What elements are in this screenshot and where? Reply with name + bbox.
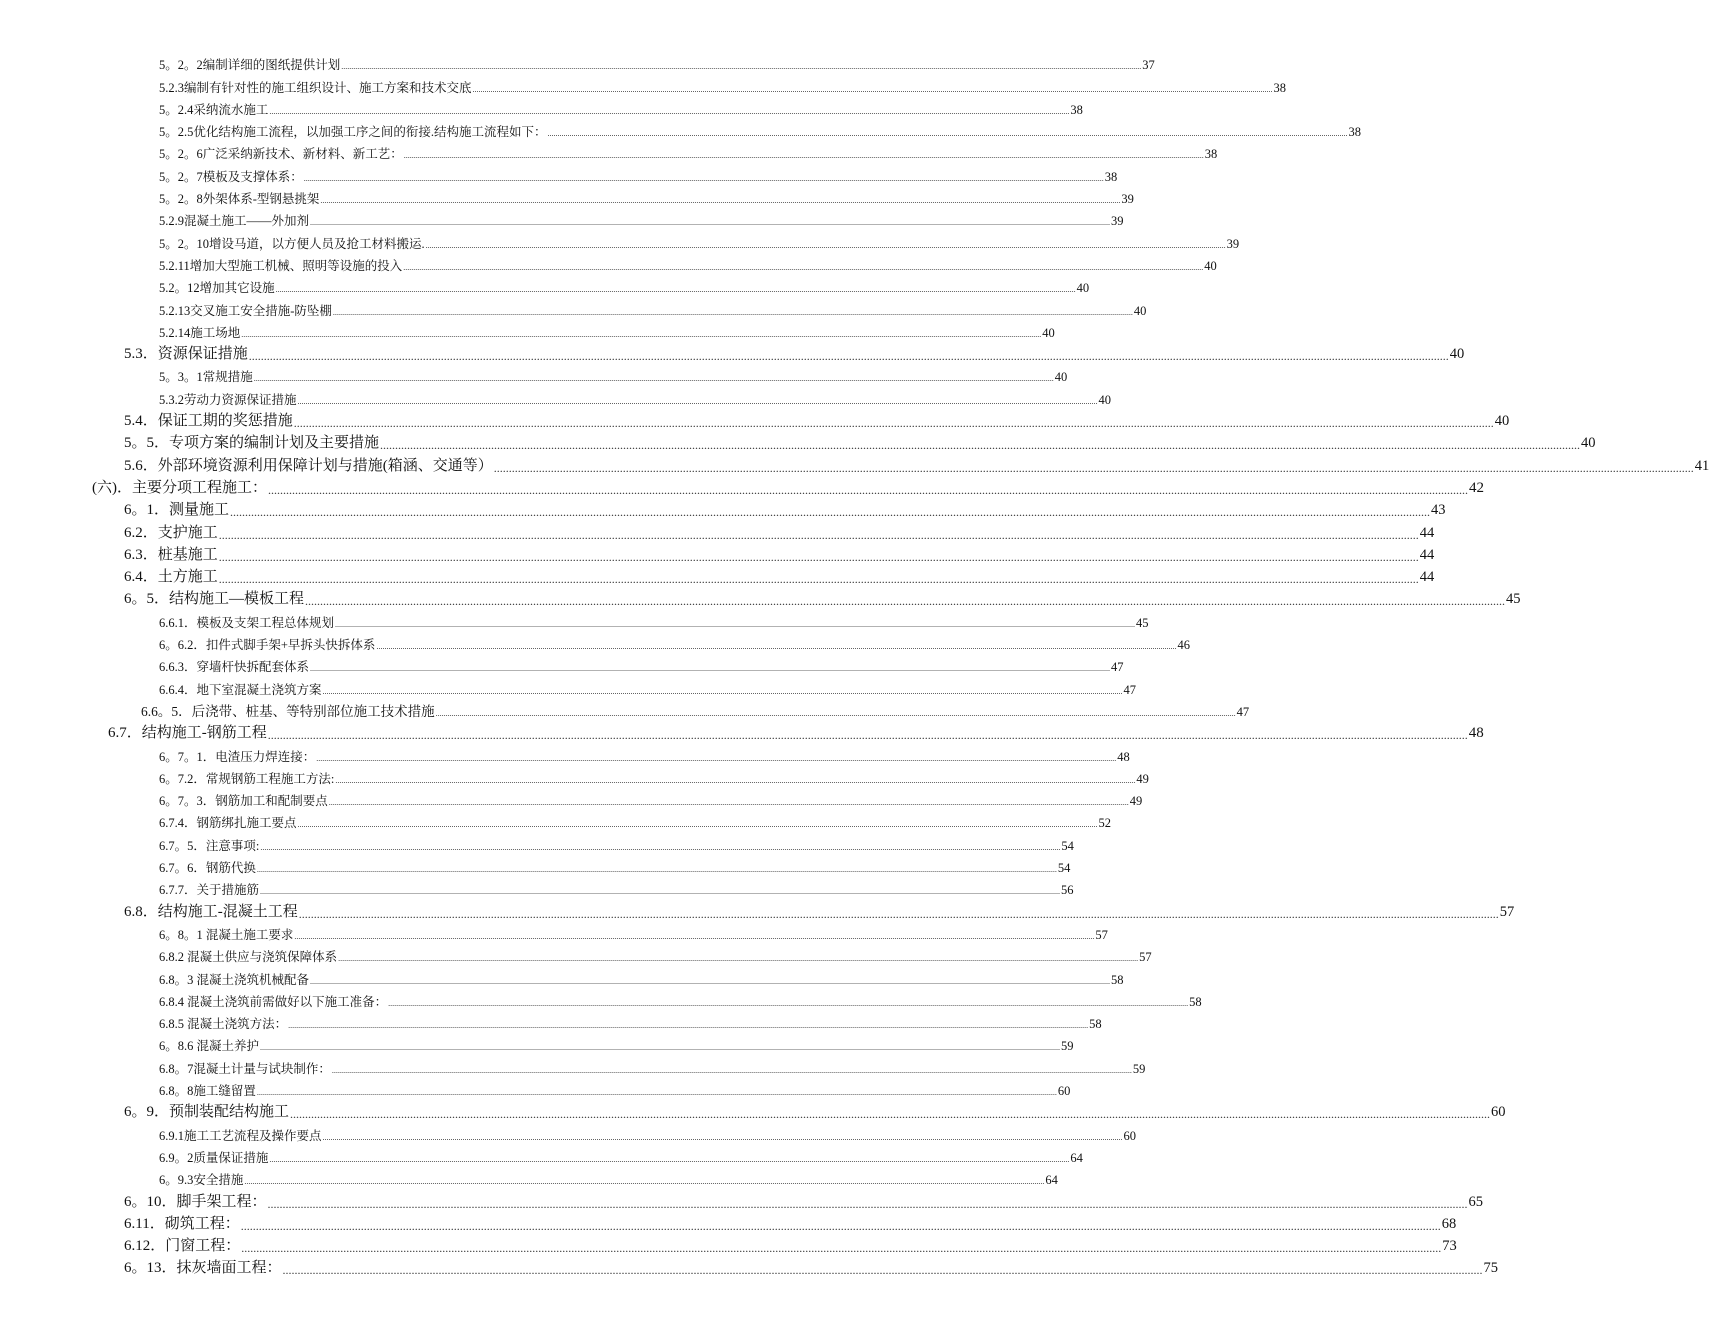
toc-entry[interactable] [159, 207, 1124, 229]
toc-entry-title: 6.6.1．模板及支架工程总体规划 [159, 615, 335, 630]
toc-entry[interactable] [141, 698, 1250, 720]
toc-entry-title: 5。2。8外架体系-型钢悬挑架 [159, 192, 320, 207]
toc-entry-page-number: 39 [1226, 236, 1240, 251]
toc-entry-title: 6.8．结构施工-混凝土工程 [124, 903, 298, 920]
toc-entry-page-number: 47 [1111, 660, 1124, 675]
toc-entry-title: 6。9．预制装配结构施工 [124, 1104, 290, 1121]
toc-entry-title: 6.2．支护施工 [124, 524, 218, 541]
toc-entry[interactable] [124, 452, 1709, 475]
toc-entry-page-number: 40 [1076, 281, 1090, 296]
toc-entry-title: 5。2。10增设马道，以方便人员及抢工材料搬运. [159, 236, 425, 251]
toc-entry-title: 6。10．脚手架工程： [124, 1193, 267, 1210]
toc-entry[interactable] [159, 1055, 1146, 1077]
toc-entry-page-number: 42 [1469, 479, 1484, 496]
toc-entry-page-number: 44 [1419, 524, 1435, 541]
toc-entry-title: 6。6.2．扣件式脚手架+早拆头快拆体系 [159, 638, 376, 653]
toc-entry[interactable] [159, 185, 1134, 207]
toc-entry-page-number: 64 [1070, 1150, 1083, 1165]
toc-entry[interactable] [108, 720, 1484, 743]
toc-entry[interactable] [124, 1211, 1457, 1233]
toc-entry-title: 6.7.4．钢筋绑扎施工要点 [159, 816, 297, 831]
toc-entry-page-number: 49 [1129, 794, 1143, 809]
toc-leader-dots: ................................................................................................................................................................................................................................................................................................................................................................................................................ [305, 594, 1506, 609]
toc-entry-title: 6。5．结构施工—模板工程 [124, 591, 305, 608]
toc-entry[interactable] [159, 965, 1124, 987]
toc-entry-title: 6。7.2．常规钢筋工程施工方法: [159, 771, 335, 786]
toc-entry-page-number: 65 [1468, 1193, 1484, 1210]
toc-entry-page-number: 40 [1581, 435, 1596, 452]
toc-entry-title: 6.6.3．穿墙杆快拆配套体系 [159, 660, 310, 675]
toc-entry-title: 6.6.4．地下室混凝土浇筑方案 [159, 682, 322, 697]
toc-entry[interactable] [124, 1255, 1499, 1278]
toc-entry-page-number: 46 [1177, 638, 1190, 653]
toc-entry[interactable] [159, 742, 1130, 764]
toc-leader-dots: ................................................................................................................................................................................................................................................................................................................................................................................................................ [310, 664, 1111, 674]
toc-leader-dots: ................................................................................................................................................................................................................................................................................................................................................................................................................ [241, 329, 1042, 339]
toc-leader-dots: ................................................................................................................................................................................................................................................................................................................................................................................................................ [288, 1021, 1089, 1031]
toc-entry[interactable] [159, 653, 1124, 675]
toc-entry[interactable] [159, 609, 1149, 631]
toc-entry-page-number: 57 [1095, 927, 1108, 942]
toc-entry-title: 6。8.6 混凝土养护 [159, 1039, 260, 1054]
toc-entry-page-number: 41 [1694, 457, 1709, 474]
toc-entry-title: 5。2.4采纳流水施工 [159, 102, 269, 117]
toc-entry[interactable] [159, 319, 1055, 341]
toc-entry-title: 6.9。2质量保证措施 [159, 1150, 269, 1165]
toc-entry-title: 6.6。5．后浇带、桩基、等特别部位施工技术措施 [141, 703, 435, 719]
toc-entry-page-number: 48 [1468, 725, 1484, 742]
toc-entry-page-number: 40 [1042, 325, 1055, 340]
toc-entry-title: 6。1．测量施工 [124, 502, 230, 519]
toc-entry-page-number: 54 [1057, 861, 1071, 876]
toc-entry-title: 5。2.5优化结构施工流程，以加强工序之间的衔接.结构施工流程如下： [159, 125, 547, 140]
toc-leader-dots: ................................................................................................................................................................................................................................................................................................................................................................................................................ [376, 642, 1177, 652]
toc-entry[interactable] [124, 519, 1435, 542]
toc-entry[interactable] [124, 1099, 1506, 1122]
toc-entry-page-number: 75 [1483, 1260, 1499, 1277]
toc-entry-title: 6.11．砌筑工程： [124, 1215, 240, 1232]
toc-entry[interactable] [159, 1032, 1074, 1054]
toc-entry-page-number: 40 [1449, 346, 1465, 363]
toc-leader-dots: ................................................................................................................................................................................................................................................................................................................................................................................................................ [269, 1154, 1070, 1164]
toc-entry-page-number: 40 [1054, 370, 1068, 385]
toc-leader-dots: ................................................................................................................................................................................................................................................................................................................................................................................................................ [493, 460, 1694, 475]
toc-leader-dots: ................................................................................................................................................................................................................................................................................................................................................................................................................ [388, 998, 1189, 1008]
toc-entry[interactable] [159, 921, 1108, 943]
toc-entry-title: 5.2.14施工场地 [159, 325, 241, 340]
toc-entry-page-number: 59 [1132, 1061, 1146, 1076]
toc-entry[interactable] [159, 1144, 1083, 1166]
toc-entry[interactable] [159, 675, 1137, 697]
toc-leader-dots: ................................................................................................................................................................................................................................................................................................................................................................................................................ [240, 1218, 1441, 1233]
toc-leader-dots: ................................................................................................................................................................................................................................................................................................................................................................................................................ [256, 865, 1057, 875]
toc-entry-title: 5.2.9混凝土施工——外加剂 [159, 214, 310, 229]
toc-leader-dots: ................................................................................................................................................................................................................................................................................................................................................................................................................ [260, 1043, 1061, 1053]
toc-entry-title: 6。7。3．钢筋加工和配制要点 [159, 794, 328, 809]
toc-entry-title: 5.4．保证工期的奖惩措施 [124, 413, 293, 430]
toc-leader-dots: ................................................................................................................................................................................................................................................................................................................................................................................................................ [425, 240, 1226, 250]
toc-leader-dots: ................................................................................................................................................................................................................................................................................................................................................................................................................ [331, 1065, 1132, 1075]
toc-leader-dots: ................................................................................................................................................................................................................................................................................................................................................................................................................ [547, 129, 1348, 139]
toc-entry-page-number: 47 [1123, 682, 1137, 697]
toc-entry-page-number: 45 [1506, 591, 1521, 608]
toc-entry[interactable] [159, 163, 1118, 185]
toc-entry[interactable] [159, 832, 1074, 854]
toc-entry-page-number: 60 [1123, 1128, 1137, 1143]
toc-entry-page-number: 59 [1061, 1039, 1074, 1054]
toc-entry-page-number: 47 [1236, 704, 1250, 719]
toc-entry-page-number: 39 [1121, 192, 1134, 207]
toc-leader-dots: ................................................................................................................................................................................................................................................................................................................................................................................................................ [268, 482, 1468, 497]
toc-entry-title: 5。2。6广泛采纳新技术、新材料、新工艺： [159, 147, 403, 162]
toc-entry-title: 6.8.4 混凝土浇筑前需做好以下施工准备： [159, 994, 388, 1009]
toc-entry-page-number: 39 [1111, 214, 1124, 229]
toc-leader-dots: ................................................................................................................................................................................................................................................................................................................................................................................................................ [316, 753, 1117, 763]
toc-leader-dots: ................................................................................................................................................................................................................................................................................................................................................................................................................ [269, 106, 1070, 116]
toc-entry[interactable] [124, 1233, 1457, 1256]
toc-leader-dots: ................................................................................................................................................................................................................................................................................................................................................................................................................ [403, 262, 1204, 272]
toc-entry[interactable] [124, 898, 1515, 921]
toc-entry[interactable] [159, 229, 1240, 251]
toc-entry-title: 5.3.2劳动力资源保证措施 [159, 392, 297, 407]
toc-leader-dots: ................................................................................................................................................................................................................................................................................................................................................................................................................ [218, 549, 1419, 564]
toc-entry-title: 6。7。1．电渣压力焊连接： [159, 749, 316, 764]
toc-entry-page-number: 40 [1098, 392, 1112, 407]
toc-entry-page-number: 58 [1089, 1017, 1102, 1032]
toc-entry[interactable] [159, 876, 1074, 898]
toc-entry-page-number: 57 [1499, 903, 1515, 920]
toc-entry-title: 6.8。3 混凝土浇筑机械配备 [159, 972, 310, 987]
toc-entry[interactable] [159, 96, 1083, 118]
toc-entry-page-number: 44 [1419, 569, 1435, 586]
toc-leader-dots: ................................................................................................................................................................................................................................................................................................................................................................................................................ [322, 1132, 1123, 1142]
toc-leader-dots: ................................................................................................................................................................................................................................................................................................................................................................................................................ [380, 438, 1581, 453]
toc-entry[interactable] [124, 542, 1435, 564]
toc-leader-dots: ................................................................................................................................................................................................................................................................................................................................................................................................................ [275, 285, 1076, 295]
toc-entry-page-number: 38 [1348, 125, 1362, 140]
toc-entry-title: 5。5．专项方案的编制计划及主要措施 [124, 435, 380, 452]
toc-entry-title: 5。2。7模板及支撑体系： [159, 169, 303, 184]
toc-entry[interactable] [159, 988, 1202, 1010]
toc-leader-dots: ................................................................................................................................................................................................................................................................................................................................................................................................................ [435, 708, 1236, 718]
toc-leader-dots: ................................................................................................................................................................................................................................................................................................................................................................................................................ [230, 505, 1431, 520]
toc-entry-page-number: 48 [1117, 749, 1130, 764]
toc-entry-title: 6.8.2 混凝土供应与浇筑保障体系 [159, 950, 338, 965]
toc-entry-title: 6.8。7混凝土计量与试块制作： [159, 1061, 331, 1076]
toc-leader-dots: ................................................................................................................................................................................................................................................................................................................................................................................................................ [293, 416, 1494, 431]
toc-entry[interactable] [124, 430, 1596, 453]
toc-entry-page-number: 40 [1204, 258, 1217, 273]
toc-entry[interactable] [159, 1121, 1137, 1143]
toc-entry-title: 6。8。1 混凝土施工要求 [159, 927, 294, 942]
toc-leader-dots: ................................................................................................................................................................................................................................................................................................................................................................................................................ [260, 887, 1061, 897]
toc-leader-dots: ................................................................................................................................................................................................................................................................................................................................................................................................................ [328, 798, 1129, 808]
toc-leader-dots: ................................................................................................................................................................................................................................................................................................................................................................................................................ [241, 1241, 1442, 1256]
toc-entry-title: 6.8.5 混凝土浇筑方法： [159, 1017, 288, 1032]
toc-entry[interactable] [159, 631, 1190, 653]
toc-entry-page-number: 60 [1057, 1084, 1071, 1099]
toc-leader-dots: ................................................................................................................................................................................................................................................................................................................................................................................................................ [320, 196, 1121, 206]
toc-entry[interactable] [159, 73, 1287, 95]
toc-entry-page-number: 38 [1104, 169, 1118, 184]
toc-entry[interactable] [159, 51, 1155, 73]
toc-entry[interactable] [124, 1188, 1484, 1211]
toc-entry[interactable] [159, 386, 1112, 408]
toc-entry[interactable] [124, 564, 1435, 587]
toc-leader-dots: ................................................................................................................................................................................................................................................................................................................................................................................................................ [260, 842, 1061, 852]
toc-entry-title: 5.2.3编制有针对性的施工组织设计、施工方案和技术交底 [159, 80, 472, 95]
toc-entry-title: 6.7.7．关于措施筋 [159, 883, 260, 898]
toc-entry[interactable] [159, 274, 1090, 296]
toc-entry-page-number: 54 [1061, 838, 1074, 853]
toc-entry-title: 5。2。2编制详细的图纸提供计划 [159, 58, 341, 73]
toc-entry[interactable] [159, 118, 1362, 140]
toc-entry-page-number: 40 [1494, 413, 1510, 430]
toc-entry-page-number: 57 [1139, 950, 1152, 965]
toc-entry-title: 5.2.13交叉施工安全措施-防坠棚 [159, 303, 332, 318]
toc-entry[interactable] [124, 586, 1521, 609]
toc-entry-page-number: 49 [1136, 771, 1149, 786]
toc-entry-title: 6.8。8施工缝留置 [159, 1084, 256, 1099]
toc-entry-title: 6.7．结构施工-钢筋工程 [108, 725, 267, 742]
toc-leader-dots: ................................................................................................................................................................................................................................................................................................................................................................................................................ [244, 1177, 1045, 1187]
toc-entry[interactable] [159, 943, 1152, 965]
toc-entry-page-number: 45 [1136, 615, 1149, 630]
toc-entry-page-number: 38 [1204, 147, 1218, 162]
toc-entry-page-number: 38 [1070, 102, 1083, 117]
toc-entry-title: 5.3．资源保证措施 [124, 346, 248, 363]
toc-leader-dots: ................................................................................................................................................................................................................................................................................................................................................................................................................ [294, 931, 1095, 941]
toc-entry-page-number: 68 [1441, 1215, 1457, 1232]
toc-entry[interactable] [159, 1077, 1071, 1099]
toc-entry-page-number: 58 [1111, 972, 1124, 987]
toc-entry-title: 6.9.1施工工艺流程及操作要点 [159, 1128, 322, 1143]
toc-entry-title: 6.3．桩基施工 [124, 546, 218, 563]
toc-entry[interactable] [159, 765, 1149, 787]
toc-entry[interactable] [159, 252, 1217, 274]
toc-entry[interactable] [124, 408, 1510, 431]
toc-leader-dots: ................................................................................................................................................................................................................................................................................................................................................................................................................ [472, 84, 1273, 94]
toc-leader-dots: ................................................................................................................................................................................................................................................................................................................................................................................................................ [267, 1196, 1468, 1211]
toc-entry-page-number: 58 [1189, 994, 1202, 1009]
toc-entry-title: 6.7。6．钢筋代换 [159, 861, 256, 876]
toc-entry[interactable] [159, 854, 1071, 876]
toc-entry-page-number: 37 [1142, 58, 1155, 73]
toc-entry[interactable] [92, 475, 1484, 497]
toc-entry[interactable] [159, 140, 1218, 162]
toc-leader-dots: ................................................................................................................................................................................................................................................................................................................................................................................................................ [290, 1107, 1491, 1122]
toc-entry[interactable] [159, 1166, 1058, 1188]
toc-entry-page-number: 43 [1431, 502, 1446, 519]
toc-entry[interactable] [124, 341, 1465, 364]
toc-entry-title: 6.12．门窗工程： [124, 1238, 241, 1255]
toc-leader-dots: ................................................................................................................................................................................................................................................................................................................................................................................................................ [218, 527, 1419, 542]
toc-leader-dots: ................................................................................................................................................................................................................................................................................................................................................................................................................ [282, 1263, 1483, 1278]
toc-leader-dots: ................................................................................................................................................................................................................................................................................................................................................................................................................ [303, 173, 1104, 183]
toc-entry-title: 5.2。12增加其它设施 [159, 281, 275, 296]
toc-leader-dots: ................................................................................................................................................................................................................................................................................................................................................................................................................ [253, 374, 1054, 384]
toc-entry-page-number: 38 [1273, 80, 1287, 95]
toc-entry-title: 6.7。5．注意事项: [159, 838, 260, 853]
toc-entry-page-number: 52 [1098, 816, 1112, 831]
toc-leader-dots: ................................................................................................................................................................................................................................................................................................................................................................................................................ [298, 906, 1499, 921]
toc-leader-dots: ................................................................................................................................................................................................................................................................................................................................................................................................................ [256, 1088, 1057, 1098]
toc-entry-title: (六)．主要分项工程施工： [92, 479, 267, 496]
toc-entry-title: 6.4．土方施工 [124, 569, 218, 586]
toc-entry-title: 6。13．抹灰墙面工程： [124, 1260, 282, 1277]
toc-entry-page-number: 73 [1442, 1238, 1457, 1255]
toc-leader-dots: ................................................................................................................................................................................................................................................................................................................................................................................................................ [248, 349, 1449, 364]
toc-entry[interactable] [159, 1010, 1102, 1032]
toc-entry[interactable] [124, 497, 1446, 520]
toc-entry-page-number: 44 [1419, 546, 1435, 563]
toc-leader-dots: ................................................................................................................................................................................................................................................................................................................................................................................................................ [403, 151, 1204, 161]
toc-leader-dots: ................................................................................................................................................................................................................................................................................................................................................................................................................ [335, 619, 1136, 629]
toc-entry-title: 6。9.3安全措施 [159, 1173, 244, 1188]
toc-leader-dots: ................................................................................................................................................................................................................................................................................................................................................................................................................ [338, 954, 1139, 964]
toc-entry-page-number: 64 [1045, 1173, 1058, 1188]
toc-entry-title: 5.2.11增加大型施工机械、照明等设施的投入 [159, 258, 403, 273]
toc-leader-dots: ................................................................................................................................................................................................................................................................................................................................................................................................................ [335, 775, 1136, 785]
toc-leader-dots: ................................................................................................................................................................................................................................................................................................................................................................................................................ [332, 307, 1133, 317]
toc-entry[interactable] [159, 787, 1143, 809]
toc-entry[interactable] [159, 296, 1147, 318]
toc-entry-page-number: 56 [1061, 883, 1074, 898]
toc-leader-dots: ................................................................................................................................................................................................................................................................................................................................................................................................................ [267, 728, 1468, 743]
toc-entry[interactable] [159, 363, 1068, 385]
toc-leader-dots: ................................................................................................................................................................................................................................................................................................................................................................................................................ [341, 62, 1142, 72]
toc-entry-title: 5。3。1常规措施 [159, 370, 253, 385]
toc-leader-dots: ................................................................................................................................................................................................................................................................................................................................................................................................................ [322, 686, 1123, 696]
toc-entry-page-number: 40 [1133, 303, 1147, 318]
toc-leader-dots: ................................................................................................................................................................................................................................................................................................................................................................................................................ [297, 396, 1098, 406]
toc-entry[interactable] [159, 809, 1112, 831]
toc-entry-page-number: 60 [1491, 1104, 1506, 1121]
toc-entry-title: 5.6．外部环境资源利用保障计划与措施(箱涵、交通等） [124, 457, 493, 474]
toc-leader-dots: ................................................................................................................................................................................................................................................................................................................................................................................................................ [297, 820, 1098, 830]
toc-leader-dots: ................................................................................................................................................................................................................................................................................................................................................................................................................ [218, 572, 1419, 587]
toc-leader-dots: ................................................................................................................................................................................................................................................................................................................................................................................................................ [310, 218, 1111, 228]
toc-leader-dots: ................................................................................................................................................................................................................................................................................................................................................................................................................ [310, 976, 1111, 986]
